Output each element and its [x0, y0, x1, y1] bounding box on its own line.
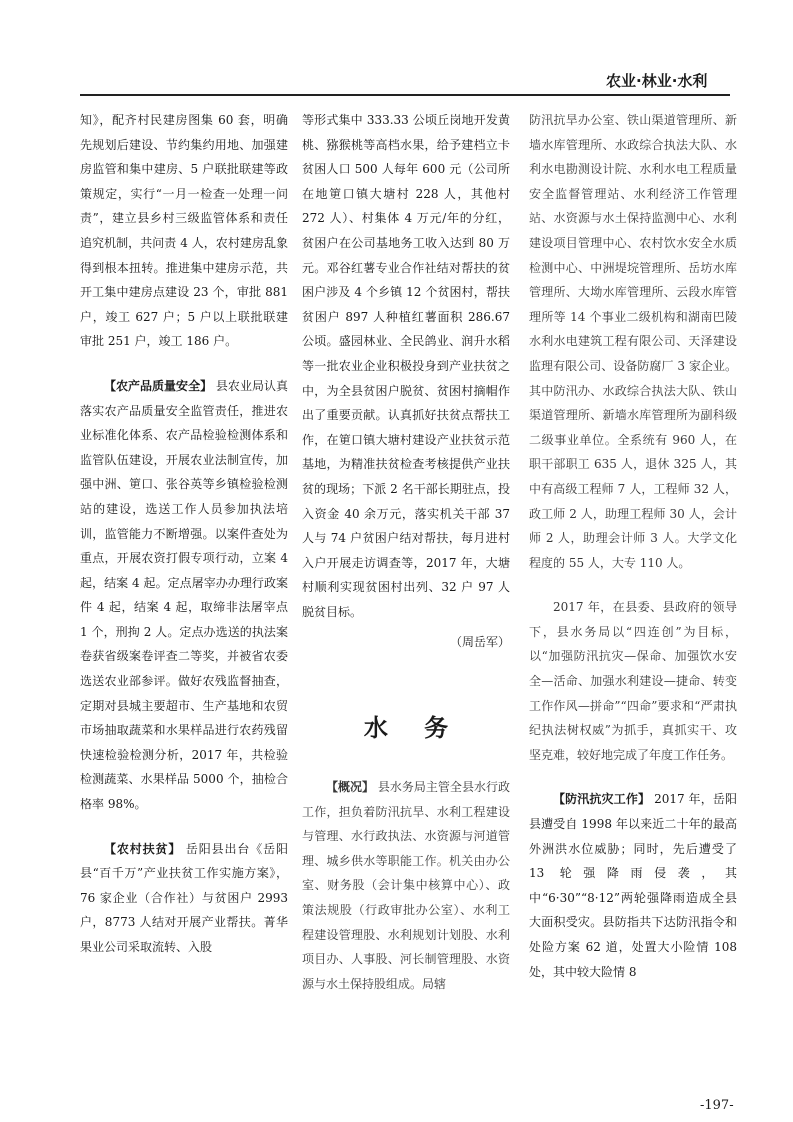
poverty-body: 岳阳县出台《岳阳县“百千万”产业扶贫工作实施方案》，76 家企业（合作社）与贫困户 2993 户，8773 人结对开展产业帮扶。菁华果业公司采取流转、入股 [80, 841, 288, 954]
flood-control-body: 2017 年，岳阳县遭受自 1998 年以来近二十年的最高外洲洪水位威胁；同时，先后遭受了 13 轮强降雨侵袭，其中“6·30”“8·12”两轮强降雨造成全县大面积受灾。县防指共下达防汛指令和处险方案 62 道，处置大小险情 108 处，其中较大险情 8 [529, 792, 737, 979]
annual-summary-paragraph: 2017 年，在县委、县政府的领导下，县水务局以“四连创”为目标，以“加强防汛抗灾—保命、加强饮水安全—活命、加强水利建设—捷命、转变工作作风—拼命”“四命”要求和“严肃执纪执法树权威”为抓手，真抓实干、攻坚克难，较好地完成了年度工作任务。 [529, 600, 737, 762]
header-rule [80, 94, 730, 96]
page-number: -197- [700, 1098, 734, 1113]
text-column-1 [80, 108, 288, 960]
flood-control-heading: 【防汛抗灾工作】 [553, 792, 651, 807]
author-credit: （周岳军） [449, 635, 510, 650]
section-title-water-affairs: 水 务 [363, 714, 463, 743]
overview-paragraph [302, 775, 510, 996]
housing-paragraph: 知》，配齐村民建房图集 60 套，明确先规划后建设、节约集约用地、加强建房监管和集中建房、5 户联批联建等政策规定，实行“一月一检查一处理一问责”，建立县乡村三级监管体系和责任追究机制，共问责 4 人，农村建房乱象得到根本扭转。推进集中建房示范，共开工集中建房点建设 23 个，审批 881 户，竣工 627 户；5 户以上联批联建审批 251 户，竣工 186 户。 [80, 113, 288, 349]
flood-control-paragraph [529, 787, 737, 984]
overview-continuation-paragraph: 防汛抗旱办公室、铁山渠道管理所、新墙水库管理所、水政综合执法大队、水利水电勘测设计院、水利水电工程质量安全监督管理站、水利经济工作管理站、水资源与水土保持监测中心、水利建设项目管理中心、农村饮水安全水质检测中心、中洲堤垸管理所、岳坊水库管理所、大坳水库管理所、云段水库管理所等 14 个事业二级机构和湖南巴陵水利水电建筑工程有限公司、天泽建设监理有限公司、设备防腐厂 3 家企业。其中防汛办、水政综合执法大队、铁山渠道管理所、新墙水库管理所为副科级二级事业单位。全系统有 960 人，在职干部职工 635 人，退休 325 人，其中有高级工程师 7 人，工程师 32 人，政工师 2 人，助理工程师 30 人，会计师 2 人，助理会计师 3 人。大学文化程度的 55 人，大专 110 人。 [529, 113, 737, 570]
poverty-paragraph [80, 837, 288, 960]
overview-heading: 【概况】 [326, 780, 375, 795]
running-head: 农业·林业·水利 [606, 72, 708, 90]
text-column-3 [529, 108, 737, 984]
quality-safety-heading: 【农产品质量安全】 [104, 378, 213, 393]
poverty-continuation-paragraph: 等形式集中 333.33 公顷丘岗地开发黄桃、猕猴桃等高档水果，给予建档立卡贫困人口 500 人每年 600 元（公司所在地筻口镇大塘村 228 人，其他村 272 人）、村集体 4 万元/年的分红，贫困户在公司基地务工收入达到 80 万元。邓谷红薯专业合作社结对帮扶的贫困户涉及 4 个乡镇 12 个贫困村，帮扶贫困户 897 人种植红薯面积 286.67 公顷。盛园林业、全民鸽业、润升水稻等一批农业企业积极投身到产业扶贫之中，为全县贫困户脱贫、贫困村摘帽作出了重要贡献。认真抓好扶贫点帮扶工作，在筻口镇大塘村建设产业扶贫示范基地，为精准扶贫检查考核提供产业扶贫的现场；下派 2 名干部长期驻点，投入资金 40 余万元，落实机关干部 37 人与 74 户贫困户结对帮扶，每月进村入户开展走访调查等，2017 年，大塘村顺利实现贫困村出列、32 户 97 人脱贫目标。 [302, 113, 510, 619]
quality-safety-body: 县农业局认真落实农产品质量安全监管责任，推进农业标准化体系、农产品检验检测体系和监管队伍建设，开展农业法制宣传，加强中洲、筻口、张谷英等乡镇检验检测站的建设，选送工作人员参加执法培训，监管能力不断增强。以案件查处为重点，开展农资打假专项行动，立案 4 起，结案 4 起。定点屠宰办办理行政案件 4 起，结案 4 起，取缔非法屠宰点 1 个，刑拘 2 人。定点办选送的执法案卷获省级案卷评查二等奖，并被省农委选送农业部参评。做好农残监督抽查，定期对县城主要超市、生产基地和农贸市场抽取蔬菜和水果样品进行农药残留快速检验检测分析，2017 年，共检验检测蔬菜、水果样品 5000 个，抽检合格率 98%。 [80, 378, 288, 812]
text-column-2 [302, 108, 510, 996]
poverty-heading: 【农村扶贫】 [104, 841, 182, 856]
overview-body: 县水务局主管全县水行政工作，担负着防汛抗旱、水利工程建设与管理、水行政执法、水资源与河道管理、城乡供水等职能工作。机关由办公室、财务股（会计集中核算中心）、政策法规股（行政审批办公室）、水利工程建设管理股、水利规划计划股、水利项目办、人事股、河长制管理股、水资源与水土保持股组成。局辖 [302, 780, 510, 991]
quality-safety-paragraph [80, 374, 288, 817]
